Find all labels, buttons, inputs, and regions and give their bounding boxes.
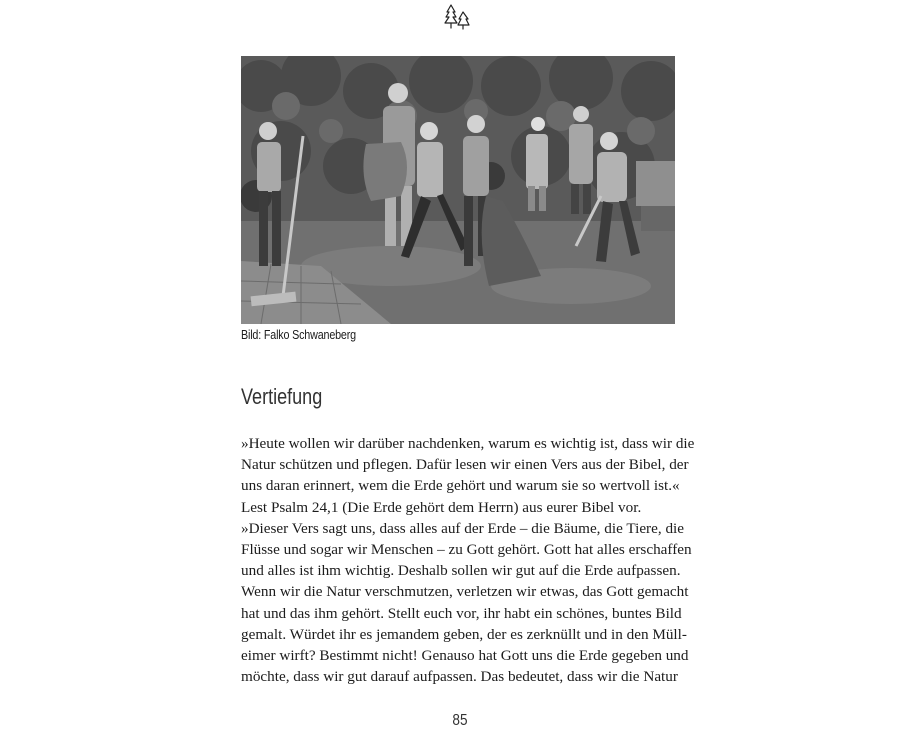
body-text bbox=[241, 433, 695, 687]
text-line: hat und das ihm gehört. Stellt euch vor, ihr habt ein schönes, buntes Bild bbox=[241, 604, 682, 622]
photo-children-cleaning-garden bbox=[241, 56, 675, 324]
photo-caption: Bild: Falko Schwaneberg bbox=[241, 328, 356, 342]
text-line: und alles ist ihm wichtig. Deshalb sollen wir gut auf die Erde aufpassen. bbox=[241, 562, 681, 580]
text-line: »Dieser Vers sagt uns, dass alles auf der Erde – die Bäume, die Tiere, die bbox=[241, 519, 685, 537]
text-line: Lest Psalm 24,1 (Die Erde gehört dem Herrn) aus eurer Bibel vor. bbox=[241, 498, 642, 516]
section-heading: Vertiefung bbox=[241, 384, 323, 409]
text-line: eimer wirft? Bestimmt nicht! Genauso hat Gott uns die Erde gegeben und bbox=[241, 646, 689, 664]
text-line: uns daran erinnert, wem die Erde gehört und warum sie so wertvoll ist.« bbox=[241, 477, 680, 495]
text-line: Natur schützen und pflegen. Dafür lesen wir einen Vers aus der Bibel, der bbox=[241, 456, 689, 474]
text-line: gemalt. Würdet ihr es jemandem geben, der es zerknüllt und in den Müll- bbox=[241, 625, 687, 643]
text-line: Wenn wir die Natur verschmutzen, verletzen wir etwas, das Gott gemacht bbox=[241, 583, 689, 601]
tree-ornament-icon bbox=[440, 2, 474, 32]
text-line: »Heute wollen wir darüber nachdenken, warum es wichtig ist, dass wir die bbox=[241, 435, 695, 452]
text-line: Flüsse und sogar wir Menschen – zu Gott gehört. Gott hat alles erschaffen bbox=[241, 540, 692, 558]
text-line: möchte, dass wir gut darauf aufpassen. Das bedeutet, dass wir die Natur bbox=[241, 668, 678, 686]
page-number: 85 bbox=[452, 712, 468, 729]
